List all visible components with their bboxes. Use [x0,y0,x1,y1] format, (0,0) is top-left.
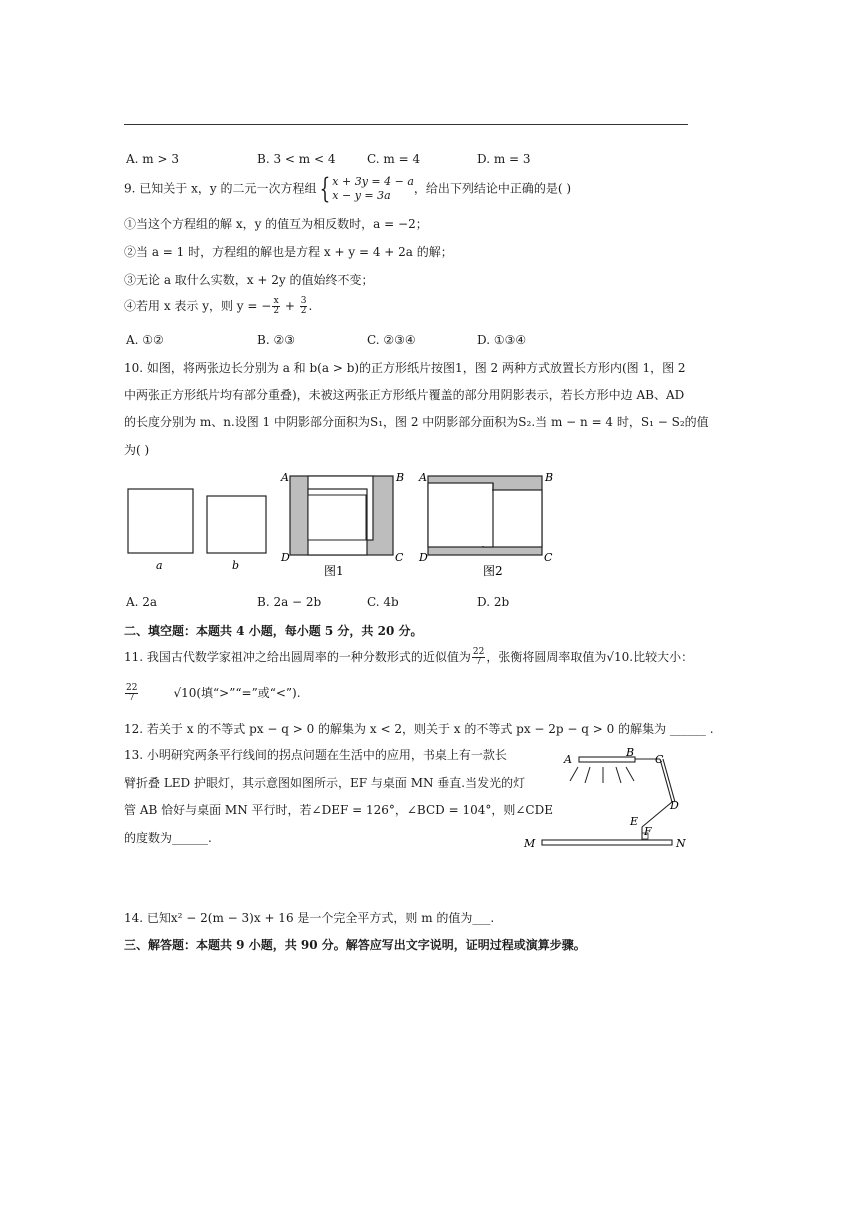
fig1-label-D: D [281,551,290,564]
light-ray [616,767,621,783]
lamp-label-N: N [676,837,686,850]
light-ray [585,767,590,783]
q14-text: 14. 已知x² − 2(m − 3)x + 16 是一个完全平方式，则 m 的值为___. [124,911,495,925]
q8-option-b: B. 3 < m < 4 [257,152,336,166]
q9-item-4-mid: + [281,299,299,313]
q11-prefix: 11. 我国古代数学家祖冲之给出圆周率的一种分数形式的近似值为 [124,650,471,664]
q10-figure [120,468,560,583]
frac-den: 2 [300,306,307,316]
q9-item-4 [124,297,312,316]
square-b [207,496,266,553]
system-brace: { [320,172,331,205]
q9-item-2: ②当 a = 1 时，方程组的解也是方程 x + y = 4 + 2a 的解； [124,245,453,259]
lamp-label-F: F [644,825,652,838]
q10-option-d: D. 2b [477,595,510,609]
fig1-label-A: A [281,471,289,484]
desk-MN [542,840,672,845]
lamp-arm-CD-inner [663,759,675,802]
lamp-label-M: M [524,837,536,850]
q11-mid: ，张衡将圆周率取值为√10.比较大小： [486,650,694,664]
frac-den: 7 [128,693,135,703]
q10-line-4: 为( ) [124,443,150,457]
fig1-label-C: C [395,551,404,564]
fraction-3-over-2 [300,297,308,316]
q13-line-1: 13. 小明研究两条平行线间的拐点问题在生活中的应用，书桌上有一款长 [124,748,507,762]
equation-1: x + 3y = 4 − a [332,175,414,188]
fig1-caption: 图1 [324,564,344,578]
fig2-label-B: B [545,471,554,484]
q13-line-2: 臂折叠 LED 护眼灯，其示意图如图所示，EF 与桌面 MN 垂直.当发光的灯 [124,776,526,790]
label-a: a [156,559,163,572]
q11-line-1 [124,648,693,667]
q10-line-1: 10. 如图，将两张边长分别为 a 和 b(a > b)的正方形纸片按图1，图 2 两种方式放置长方形内(图 1，图 2 [124,361,686,375]
light-ray [626,767,634,781]
q8-option-a: A. m > 3 [126,152,179,166]
q10-option-a: A. 2a [126,595,158,609]
lamp-label-C: C [655,753,664,766]
q9-option-a: A. ①② [126,333,164,347]
q8-option-c: C. m = 4 [367,152,421,166]
q9-option-b: B. ②③ [257,333,295,347]
section-3-heading: 三、解答题：本题共 9 小题，共 90 分。解答应写出文字说明，证明过程或演算步骤。 [124,938,586,952]
fig1-overlap [308,495,366,540]
q10-line-3: 的长度分别为 m、n.设图 1 中阴影部分面积为S₁，图 2 中阴影部分面积为S₂.当 m − n = 4 时，S₁ − S₂的值 [124,415,709,429]
q13-line-3: 管 AB 恰好与桌面 MN 平行时，若∠DEF = 126°，∠BCD = 104°，则∠CDE [124,803,553,817]
q12-text: 12. 若关于 x 的不等式 px − q > 0 的解集为 x < 2，则关于 x 的不等式 px − 2p − q > 0 的解集为 ______ . [124,722,714,736]
fraction-22-over-7 [472,648,485,667]
frac-num: 22 [126,683,138,693]
fraction-x-over-2 [272,297,280,316]
fig2-fill [429,484,492,546]
q8-option-d: D. m = 3 [477,152,531,166]
lamp-arm-DE [642,802,672,827]
header-rule [124,124,688,125]
q9-prefix: 9. 已知关于 x，y 的二元一次方程组 [124,181,317,196]
frac-den: 7 [475,657,482,667]
q10-option-c: C. 4b [367,595,399,609]
fraction-22-over-7-blank [125,684,138,703]
q9-item-4-end: . [308,299,313,313]
frac-num: 22 [472,647,485,657]
q13-lamp-figure [520,745,692,853]
figure-2 [418,471,553,578]
q13-line-4: 的度数为______. [124,831,212,845]
q9-item-3: ③无论 a 取什么实数，x + 2y 的值始终不变； [124,273,374,287]
q11-compare: √10(填“>”“=”或“<”). [173,686,301,700]
equation-2: x − y = 3a [332,189,391,202]
section-2-heading: 二、填空题：本题共 4 小题，每小题 5 分，共 20 分。 [124,624,423,638]
frac-num: 3 [300,296,307,306]
q10-option-b: B. 2a − 2b [257,595,322,609]
q11-line-2 [124,684,301,703]
fig2-label-A: A [419,471,427,484]
lamp-label-E: E [630,815,639,828]
fig1-label-B: B [396,471,405,484]
q9-item-1: ①当这个方程组的解 x，y 的值互为相反数时，a = −2； [124,217,428,231]
light-ray [570,767,578,781]
q9-item-4-prefix: ④若用 x 表示 y，则 y = − [124,299,272,313]
q9-option-d: D. ①③④ [477,333,527,347]
frac-den: 2 [273,306,280,316]
q9-stem [124,172,572,205]
equation-system [332,175,414,203]
fig2-caption: 图2 [483,564,503,578]
square-a [128,489,193,553]
lamp-label-D: D [670,799,679,812]
label-b: b [232,559,240,572]
lamp-label-B: B [626,746,635,759]
lamp-label-A: A [564,753,572,766]
q9-suffix: ，给出下列结论中正确的是( ) [413,181,572,196]
q9-option-c: C. ②③④ [367,333,416,347]
figure-1 [280,471,404,578]
fig2-label-C: C [544,551,553,564]
q10-line-2: 中两张正方形纸片均有部分重叠)，未被这两张正方形纸片覆盖的部分用阴影表示，若长方形中边 AB、AD [124,388,685,402]
fig2-label-D: D [419,551,428,564]
frac-num: x [273,296,279,306]
